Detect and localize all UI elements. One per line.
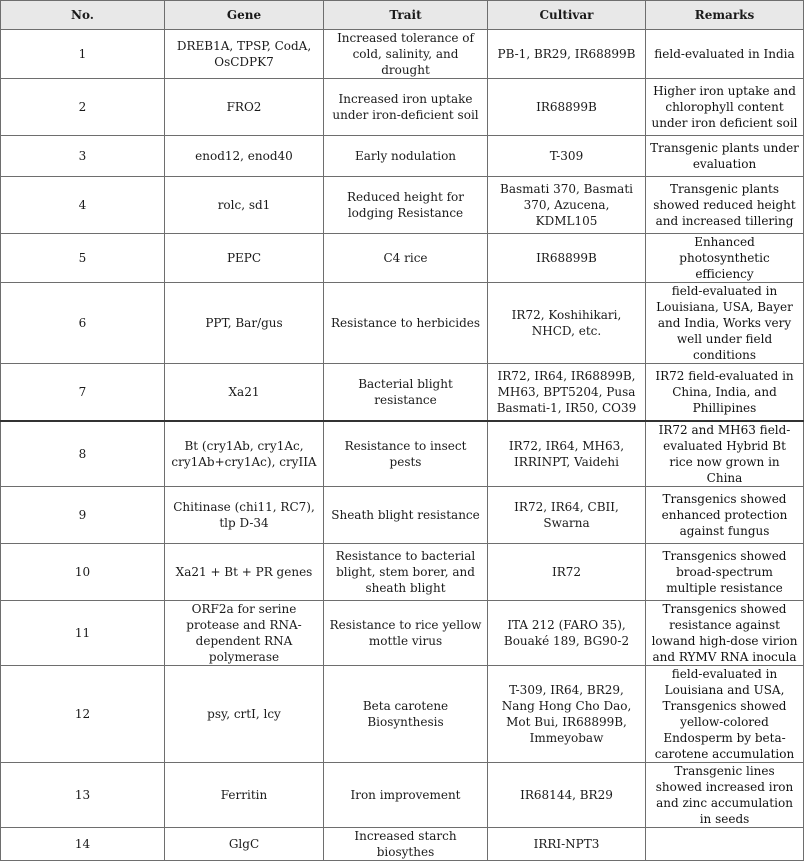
cell-no: 3 [1, 136, 165, 177]
cell-cultivar: ITA 212 (FARO 35), Bouaké 189, BG90-2 [488, 600, 646, 665]
cell-remarks: Enhanced photosynthetic efficiency [646, 234, 804, 283]
cell-trait: Resistance to insect pests [324, 421, 488, 487]
table-row [1, 136, 804, 177]
cell-remarks [646, 827, 804, 860]
cell-no: 2 [1, 79, 165, 136]
cell-no: 1 [1, 30, 165, 79]
header-gene: Gene [165, 1, 324, 30]
cell-remarks: Transgenics showed resistance against lowand high-dose virion and RYMV RNA inocula [646, 600, 804, 665]
cell-no: 12 [1, 665, 165, 762]
table-row [1, 600, 804, 665]
table-row [1, 762, 804, 827]
cell-cultivar: T-309, IR64, BR29, Nang Hong Cho Dao, Mot Bui, IR68899B, Immeyobaw [488, 665, 646, 762]
cell-cultivar: IRRI-NPT3 [488, 827, 646, 860]
table-row [1, 421, 804, 487]
header-row [1, 1, 804, 30]
cell-gene: Ferritin [165, 762, 324, 827]
cell-trait: Early nodulation [324, 136, 488, 177]
cell-remarks: field-evaluated in Louisiana, USA, Bayer and India, Works very well under field conditions [646, 283, 804, 364]
cell-gene: Bt (cry1Ab, cry1Ac, cry1Ab+cry1Ac), cryIIA [165, 421, 324, 487]
cell-cultivar: T-309 [488, 136, 646, 177]
table-row [1, 79, 804, 136]
table-row [1, 543, 804, 600]
header-no: No. [1, 1, 165, 30]
table-row [1, 827, 804, 860]
header-trait: Trait [324, 1, 488, 30]
cell-gene: ORF2a for serine protease and RNA-dependent RNA polymerase [165, 600, 324, 665]
cell-remarks: Transgenic plants showed reduced height and increased tillering [646, 177, 804, 234]
cell-remarks: Higher iron uptake and chlorophyll content under iron deficient soil [646, 79, 804, 136]
table-row [1, 234, 804, 283]
cell-remarks: field-evaluated in India [646, 30, 804, 79]
cell-gene: FRO2 [165, 79, 324, 136]
header-remarks: Remarks [646, 1, 804, 30]
cell-gene: PEPC [165, 234, 324, 283]
cell-trait: Sheath blight resistance [324, 486, 488, 543]
table-row [1, 665, 804, 762]
table-row [1, 177, 804, 234]
table-row [1, 30, 804, 79]
cell-no: 13 [1, 762, 165, 827]
header-cultivar: Cultivar [488, 1, 646, 30]
cell-gene: Xa21 + Bt + PR genes [165, 543, 324, 600]
cell-no: 10 [1, 543, 165, 600]
cell-trait: Increased starch biosythes [324, 827, 488, 860]
table-row [1, 486, 804, 543]
table-header [1, 1, 804, 30]
cell-trait: C4 rice [324, 234, 488, 283]
cell-no: 11 [1, 600, 165, 665]
table-row [1, 364, 804, 421]
cell-trait: Increased tolerance of cold, salinity, and drought [324, 30, 488, 79]
cell-trait: Resistance to rice yellow mottle virus [324, 600, 488, 665]
cell-gene: rolc, sd1 [165, 177, 324, 234]
cell-remarks: IR72 field-evaluated in China, India, and Phillipines [646, 364, 804, 421]
cell-trait: Reduced height for lodging Resistance [324, 177, 488, 234]
cell-remarks: Transgenic plants under evaluation [646, 136, 804, 177]
cell-trait: Resistance to bacterial blight, stem borer, and sheath blight [324, 543, 488, 600]
cell-gene: DREB1A, TPSP, CodA, OsCDPK7 [165, 30, 324, 79]
cell-no: 14 [1, 827, 165, 860]
cell-remarks: Transgenics showed enhanced protection against fungus [646, 486, 804, 543]
table-row [1, 283, 804, 364]
cell-cultivar: Basmati 370, Basmati 370, Azucena, KDML105 [488, 177, 646, 234]
table-body [1, 30, 804, 861]
cell-no: 6 [1, 283, 165, 364]
cell-gene: PPT, Bar/gus [165, 283, 324, 364]
cell-cultivar: IR72, IR64, CBII, Swarna [488, 486, 646, 543]
cell-gene: psy, crtI, lcy [165, 665, 324, 762]
cell-cultivar: IR72, Koshihikari, NHCD, etc. [488, 283, 646, 364]
cell-cultivar: IR68899B [488, 234, 646, 283]
cell-no: 4 [1, 177, 165, 234]
cell-gene: Chitinase (chi11, RC7), tlp D-34 [165, 486, 324, 543]
cell-no: 8 [1, 421, 165, 487]
cell-no: 5 [1, 234, 165, 283]
cell-trait: Iron improvement [324, 762, 488, 827]
cell-trait: Resistance to herbicides [324, 283, 488, 364]
cell-remarks: field-evaluated in Louisiana and USA, Transgenics showed yellow-colored Endosperm by beta-carotene accumulation [646, 665, 804, 762]
cell-remarks: Transgenics showed broad-spectrum multiple resistance [646, 543, 804, 600]
cell-trait: Beta carotene Biosynthesis [324, 665, 488, 762]
cell-trait: Bacterial blight resistance [324, 364, 488, 421]
cell-trait: Increased iron uptake under iron-deficient soil [324, 79, 488, 136]
cell-cultivar: IR68899B [488, 79, 646, 136]
cell-no: 7 [1, 364, 165, 421]
cell-gene: GlgC [165, 827, 324, 860]
cell-cultivar: IR72 [488, 543, 646, 600]
cell-gene: enod12, enod40 [165, 136, 324, 177]
cell-cultivar: PB-1, BR29, IR68899B [488, 30, 646, 79]
cell-remarks: IR72 and MH63 field-evaluated Hybrid Bt rice now grown in China [646, 421, 804, 487]
cell-gene: Xa21 [165, 364, 324, 421]
cell-cultivar: IR72, IR64, IR68899B, MH63, BPT5204, Pusa Basmati-1, IR50, CO39 [488, 364, 646, 421]
cell-no: 9 [1, 486, 165, 543]
cell-remarks: Transgenic lines showed increased iron and zinc accumulation in seeds [646, 762, 804, 827]
cell-cultivar: IR68144, BR29 [488, 762, 646, 827]
cell-cultivar: IR72, IR64, MH63, IRRINPT, Vaidehi [488, 421, 646, 487]
